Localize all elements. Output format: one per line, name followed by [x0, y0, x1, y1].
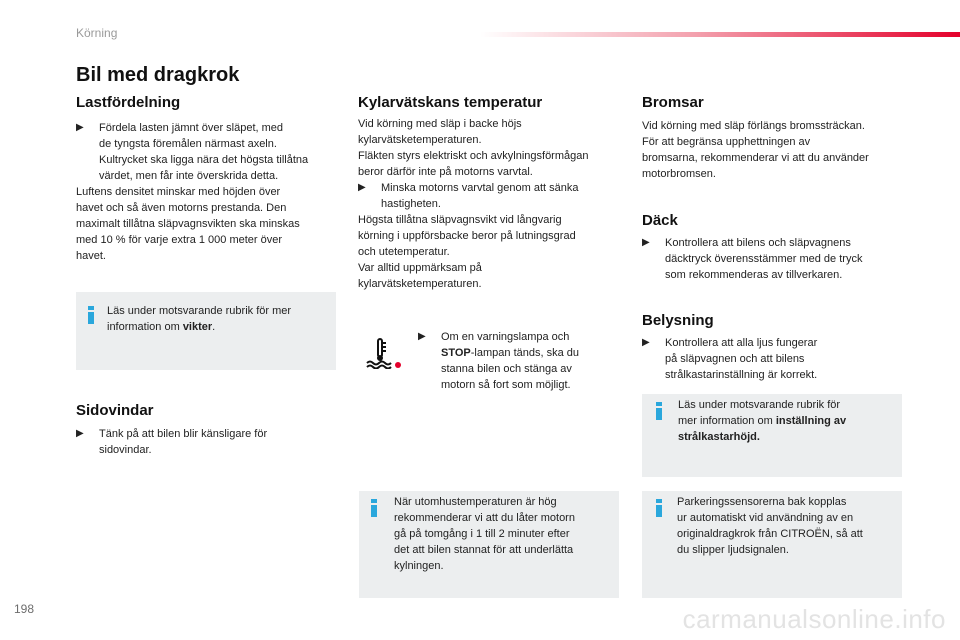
info-box-kylning	[359, 491, 619, 598]
info-vikter-text	[107, 303, 329, 335]
text-line: kylningen.	[394, 560, 444, 572]
bullet-item	[76, 120, 338, 184]
text-line: Tänk på att bilen blir känsligare för	[99, 428, 268, 440]
text-line	[678, 413, 898, 429]
bullet-arrow-icon: ▶︎	[642, 337, 650, 348]
sidovindar-text	[76, 426, 338, 458]
bullet-arrow-icon: ▶︎	[76, 122, 84, 133]
bullet-arrow-icon: ▶︎	[418, 331, 426, 342]
text-line: Luftens densitet minskar med höjden över	[76, 186, 281, 198]
text-line: kylarvätsketemperaturen.	[358, 278, 482, 290]
belysning-text	[642, 335, 904, 383]
heading-lastfordelning: Lastfördelning	[76, 94, 181, 111]
watermark: carmanualsonline.info	[682, 604, 946, 634]
bullet-arrow-icon: ▶︎	[358, 182, 366, 193]
chapter-title: Körning	[76, 26, 118, 40]
heading-dack: Däck	[642, 212, 678, 229]
link-instaelling: inställning av	[775, 415, 847, 427]
text-line: Kultrycket ska ligga nära det högsta tillåtna	[99, 154, 309, 166]
text-line: Fläkten styrs elektriskt och avkylningsförmågan	[358, 150, 589, 162]
text-line: motorn så fort som möjligt.	[441, 379, 571, 391]
heading-bromsar: Bromsar	[642, 94, 704, 111]
text-line: Läs under motsvarande rubrik för mer	[107, 305, 292, 317]
text-line: däcktryck överensstämmer med de tryck	[665, 253, 863, 265]
text-line: Läs under motsvarande rubrik för	[678, 399, 841, 411]
text-line: det att bilen stannat för att underlätta	[394, 544, 574, 556]
kylar-text	[358, 116, 622, 292]
text-line: Om en varningslampa och	[441, 331, 570, 343]
text-line: körning i uppförsbacke beror på lutningsgrad	[358, 230, 576, 242]
text-line: värdet, men får inte överskrida detta.	[99, 170, 279, 182]
text-line: beror därför inte på motorns varvtal.	[358, 166, 533, 178]
text-line	[441, 345, 618, 361]
text-line: maximalt tillåtna släpvagnsvikten ska minskas	[76, 218, 300, 230]
text-span: .	[212, 321, 216, 333]
text-line: motorbromsen.	[642, 168, 716, 180]
bullet-arrow-icon: ▶︎	[642, 237, 650, 248]
text-line: bromsarna, rekommenderar vi att du använder	[642, 152, 869, 164]
text-line: När utomhustemperaturen är hög	[394, 496, 557, 508]
text-line: originaldragkrok från CITROËN, så att	[677, 528, 863, 540]
bullet-item	[76, 426, 338, 458]
text-line: hastigheten.	[381, 198, 441, 210]
info-box-vikter	[76, 292, 336, 370]
text-line: rekommenderar vi att du låter motorn	[394, 512, 575, 524]
info-icon	[371, 499, 377, 517]
info-icon	[88, 306, 94, 324]
text-line: För att begränsa upphettningen av	[642, 136, 811, 148]
page-title: Bil med dragkrok	[76, 64, 240, 86]
text-line: Var alltid uppmärksam på	[358, 262, 482, 274]
text-line: strålkastarinställning är korrekt.	[665, 369, 818, 381]
text-line: Parkeringssensorerna bak kopplas	[677, 496, 847, 508]
text-line: Kontrollera att alla ljus fungerar	[665, 337, 818, 349]
text-line: gå på tomgång i 1 till 2 minuter efter	[394, 528, 570, 540]
text-line: Kontrollera att bilens och släpvagnens	[665, 237, 851, 249]
heading-sidovindar: Sidovindar	[76, 402, 154, 419]
text-line: du slipper ljudsignalen.	[677, 544, 789, 556]
text-line: de tyngsta föremålen närmast axeln.	[99, 138, 277, 150]
text-span: information om	[107, 321, 183, 333]
page-number: 198	[14, 602, 35, 616]
text-line: Fördela lasten jämnt över släpet, med	[99, 122, 284, 134]
text-line: Högsta tillåtna släpvagnsvikt vid långvarig	[358, 214, 562, 226]
warning-text	[418, 329, 618, 393]
text-line: sidovindar.	[99, 444, 152, 456]
coolant-temperature-icon	[364, 337, 402, 369]
header-accent-line	[480, 32, 960, 37]
link-vikter: vikter	[182, 321, 213, 333]
bullet-item	[642, 235, 904, 283]
text-line: med 10 % för varje extra 1 000 meter över	[76, 234, 283, 246]
heading-belysning: Belysning	[642, 312, 714, 329]
text-line: som rekommenderas av tillverkaren.	[665, 269, 843, 281]
stop-label: STOP	[441, 347, 471, 359]
link-stralkastarhojd: strålkastarhöjd.	[678, 431, 760, 443]
text-line: ur automatiskt vid användning av en	[677, 512, 854, 524]
bullet-arrow-icon: ▶︎	[76, 428, 84, 439]
dack-text	[642, 235, 904, 283]
bullet-item	[418, 329, 618, 393]
text-line: havet.	[76, 250, 106, 262]
text-line: och utetemperatur.	[358, 246, 450, 258]
info-icon	[656, 402, 662, 420]
text-line: havet och så även motorns prestanda. Den	[76, 202, 287, 214]
lastfordelning-text	[76, 120, 338, 264]
text-line: Minska motorns varvtal genom att sänka	[381, 182, 579, 194]
text-span: mer information om	[678, 415, 776, 427]
info-stral-text	[678, 397, 898, 445]
bullet-item	[358, 180, 622, 212]
text-line: på släpvagnen och att bilens	[665, 353, 805, 365]
heading-kylarvatska: Kylarvätskans temperatur	[358, 94, 543, 111]
text-line: Vid körning med släp i backe höjs	[358, 118, 522, 130]
text-line: stanna bilen och stänga av	[441, 363, 572, 375]
text-span: -lampan tänds, ska du	[470, 347, 579, 359]
text-line	[107, 319, 329, 335]
info-kylning-text	[394, 494, 616, 574]
info-park-text	[677, 494, 899, 558]
text-line: Vid körning med släp förlängs bromssträckan.	[642, 120, 865, 132]
info-box-parkering	[642, 491, 902, 598]
info-box-stralkastare	[642, 394, 902, 477]
bromsar-text	[642, 118, 904, 182]
bullet-item	[642, 335, 904, 383]
text-line	[678, 429, 898, 445]
info-icon	[656, 499, 662, 517]
text-line: kylarvätsketemperaturen.	[358, 134, 482, 146]
